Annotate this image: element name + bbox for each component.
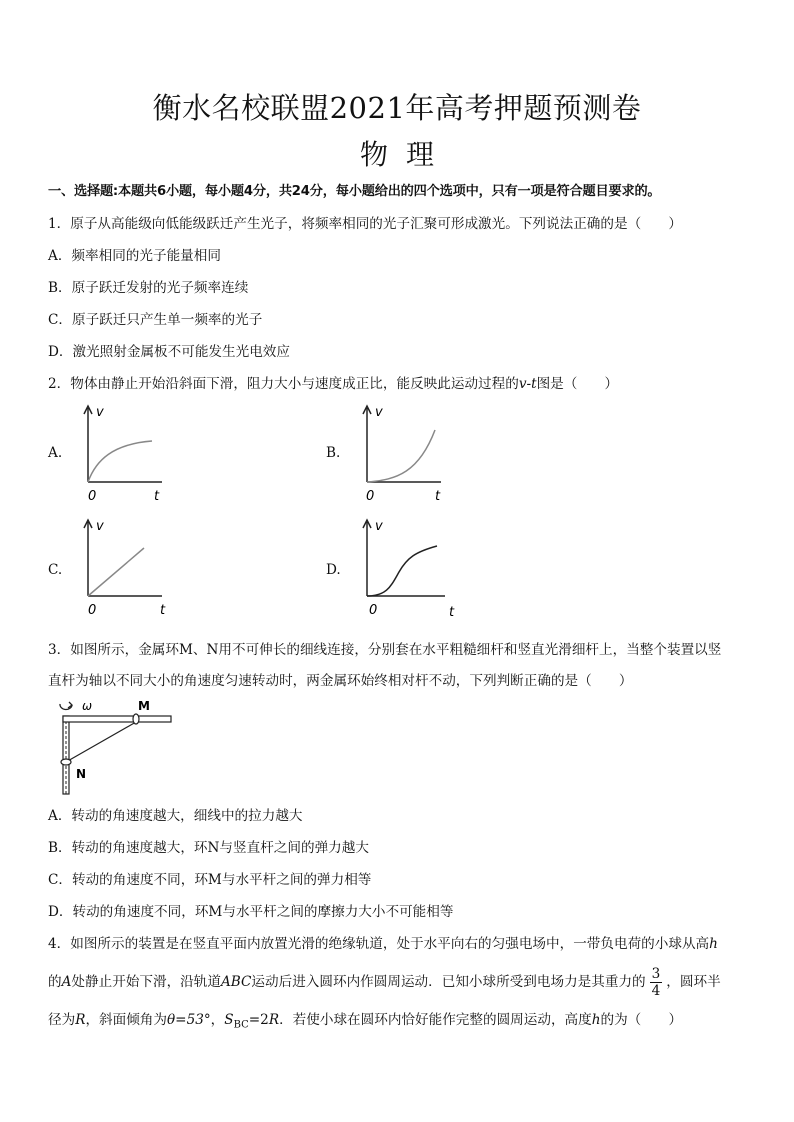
q3-option-c: C．转动的角速度不同，环M与水平杆之间的弹力相等	[48, 872, 372, 888]
axis-label-v: v	[96, 519, 104, 534]
v-t-curve	[367, 430, 435, 482]
q2-stem-text: 2．物体由静止开始沿斜面下滑，阻力大小与速度成正比，能反映此运动过程的	[48, 376, 519, 392]
q2-graph-d	[357, 514, 467, 624]
q1-stem: 1．原子从高能级向低能级跃迁产生光子，将频率相同的光子汇聚可形成激光。下列说法正确的是（ ）	[48, 216, 682, 232]
origin-label: 0	[366, 489, 375, 504]
axis-label-t: t	[160, 603, 166, 618]
q3-figure	[48, 696, 178, 798]
q1-option-b: B．原子跃迁发射的光子频率连续	[48, 280, 249, 296]
q4-fraction: $\frac{3}{4}$	[651, 966, 661, 999]
q3-option-d: D．转动的角速度不同，环M与水平杆之间的摩擦力大小不可能相等	[48, 904, 454, 920]
q2-graph-a	[78, 400, 178, 510]
q2-label-d: D.	[326, 562, 341, 578]
ring-m-label: M	[138, 699, 150, 713]
q4-line2: 的A处静止开始下滑，沿轨道ABC运动后进入圆环内作圆周运动．已知小球所受到电场力是其重力的 $\frac{3}{4}$ ，圆环半	[48, 966, 721, 999]
ring-m	[133, 714, 139, 724]
q4-angle: θ=53°	[167, 1012, 211, 1028]
q2-label-b: B.	[326, 445, 341, 461]
q2-label-c: C.	[48, 562, 63, 578]
q4-var-a: A	[61, 974, 72, 990]
q3-stem-line2: 直杆为轴以不同大小的角速度匀速转动时，两金属环始终相对杆不动，下列判断正确的是（ ）	[48, 673, 633, 689]
q4-var-h: h	[709, 936, 718, 952]
q3-option-b: B．转动的角速度越大，环N与竖直杆之间的弹力越大	[48, 840, 369, 856]
axis-label-t: t	[154, 489, 160, 504]
q2-label-a: A.	[48, 445, 63, 461]
q3-option-a: A．转动的角速度越大，细线中的拉力越大	[48, 808, 303, 824]
q1-option-a: A．频率相同的光子能量相同	[48, 248, 221, 264]
origin-label: 0	[88, 603, 97, 618]
axis-label-t: t	[449, 605, 455, 620]
v-t-curve	[88, 548, 144, 596]
v-t-curve	[88, 441, 152, 482]
origin-label: 0	[369, 603, 378, 618]
axis-label-v: v	[96, 405, 104, 420]
axis-label-v: v	[375, 519, 383, 534]
q2-stem	[48, 374, 618, 394]
axis-label-t: t	[435, 489, 441, 504]
q4-line1	[48, 934, 718, 954]
ring-n-label: N	[76, 767, 87, 781]
q3-stem-line1: 3．如图所示，金属环M、N用不可伸长的细线连接，分别套在水平粗糙细杆和竖直光滑细杆上，当整个装置以竖	[48, 642, 722, 658]
section-heading: 一、选择题:本题共6小题，每小题4分，共24分，每小题给出的四个选项中，只有一项是符合题目要求的。	[48, 184, 661, 199]
string	[66, 722, 136, 762]
q2-graph-b	[357, 400, 457, 510]
origin-label: 0	[88, 489, 97, 504]
q2-stem-end: 图是（ ）	[536, 376, 619, 392]
q2-graph-c	[78, 514, 178, 624]
ring-n	[61, 759, 71, 765]
horizontal-rod	[63, 716, 171, 722]
omega-label: ω	[82, 699, 93, 713]
q1-option-c: C．原子跃迁只产生单一频率的光子	[48, 312, 263, 328]
q2-stem-var: v-t	[518, 376, 537, 392]
q4-line1-text: 4．如图所示的装置是在竖直平面内放置光滑的绝缘轨道，处于水平向右的匀强电场中，一带负电荷的小球从高	[48, 936, 710, 952]
v-t-curve	[367, 546, 437, 596]
axis-label-v: v	[375, 405, 383, 420]
exam-title: 衡水名校联盟2021年高考押题预测卷	[152, 91, 642, 125]
exam-subject: 物理	[359, 138, 452, 171]
q4-line3: 径为R，斜面倾角为θ=53°，$S_{BC}=2R$．若使小球在圆环内恰好能作完整的圆周运动，高度h的为（ ）	[48, 1012, 683, 1031]
q1-option-d: D．激光照射金属板不可能发生光电效应	[48, 344, 290, 360]
q4-var-abc: ABC	[220, 974, 252, 990]
